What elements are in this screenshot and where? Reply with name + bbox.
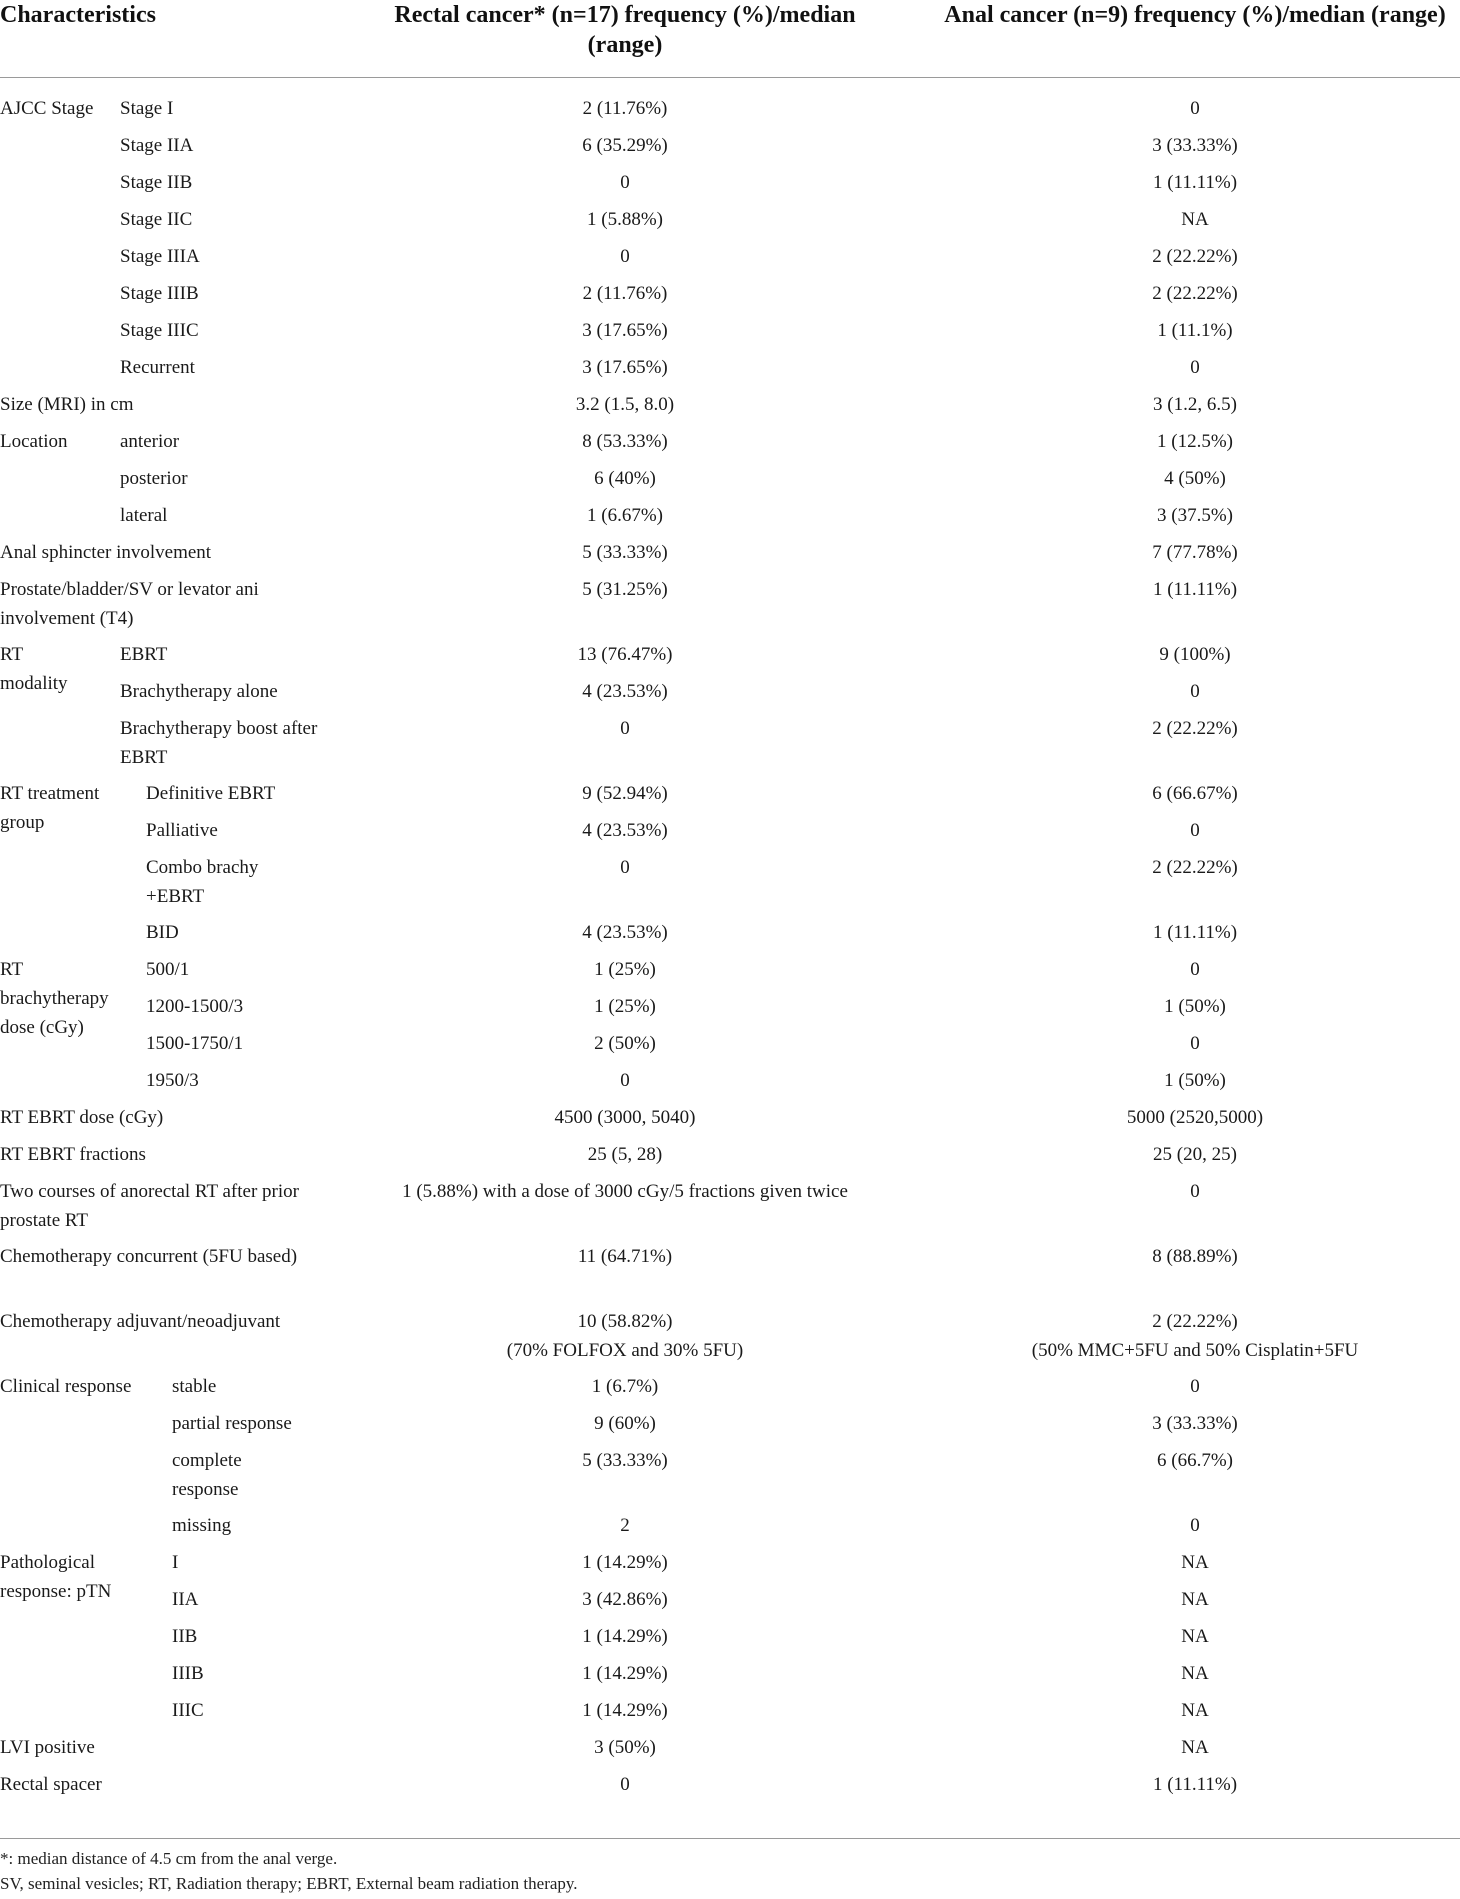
rectal-value: 4 (23.53%) [582, 681, 668, 702]
row-sublabel: partial response [172, 1413, 292, 1434]
anal-value: 7 (77.78%) [1152, 542, 1238, 563]
anal-value: 8 (88.89%) [1152, 1246, 1238, 1267]
anal-value: NA [1181, 1552, 1209, 1573]
header-characteristics: Characteristics [0, 2, 156, 28]
rectal-value: 1 (14.29%) [582, 1663, 668, 1684]
rectal-value: 1 (14.29%) [582, 1700, 668, 1721]
anal-value-detail: (50% MMC+5FU and 50% Cisplatin+5FU [1031, 1340, 1359, 1361]
anal-value: NA [1181, 1663, 1209, 1684]
rectal-value: 4500 (3000, 5040) [554, 1107, 696, 1128]
rectal-value: 9 (60%) [594, 1413, 656, 1434]
row-sublabel: IIIB [172, 1663, 204, 1684]
row-sublabel: Palliative [146, 820, 218, 841]
row-sublabel: 1500-1750/1 [146, 1033, 244, 1054]
anal-value: 0 [1190, 1181, 1200, 1202]
anal-value: 9 (100%) [1159, 644, 1231, 665]
anal-value: 6 (66.67%) [1152, 783, 1238, 804]
row-sublabel: Brachytherapy alone [120, 681, 278, 702]
anal-value: 0 [1190, 820, 1200, 841]
row-sublabel: missing [172, 1515, 232, 1536]
row-sublabel: stable [172, 1376, 217, 1397]
anal-value: 0 [1190, 681, 1200, 702]
row-label: Chemotherapy adjuvant/neoadjuvant [0, 1311, 281, 1332]
anal-value: 5000 (2520,5000) [1126, 1107, 1264, 1128]
rectal-value: 8 (53.33%) [582, 431, 668, 452]
row-sublabel: Recurrent [120, 357, 195, 378]
anal-value: 6 (66.7%) [1157, 1450, 1233, 1471]
anal-value: NA [1181, 1589, 1209, 1610]
rectal-value: 5 (33.33%) [582, 1450, 668, 1471]
rectal-value: 0 [620, 172, 630, 193]
anal-value: 2 (22.22%) [1152, 246, 1238, 267]
anal-value: NA [1181, 1626, 1209, 1647]
row-sublabel: Stage IIB [120, 172, 193, 193]
anal-value: 1 (11.11%) [1152, 922, 1238, 943]
row-label: Pathological response: pTN [0, 1552, 112, 1602]
row-sublabel: IIB [172, 1626, 198, 1647]
rectal-value: 6 (35.29%) [582, 135, 668, 156]
row-label: RT EBRT fractions [0, 1144, 146, 1165]
footnote-asterisk: *: median distance of 4.5 cm from the anal verge. [0, 1849, 338, 1868]
rectal-value: 1 (6.67%) [587, 505, 663, 526]
rectal-value: 11 (64.71%) [577, 1246, 673, 1267]
anal-value: 4 (50%) [1164, 468, 1226, 489]
row-sublabel: I [172, 1552, 179, 1573]
rectal-value: 1 (14.29%) [582, 1626, 668, 1647]
rectal-value: 3 (17.65%) [582, 357, 668, 378]
row-label: Location [0, 431, 68, 452]
rectal-value: 0 [620, 1774, 630, 1795]
row-label: Chemotherapy concurrent (5FU based) [0, 1246, 298, 1267]
row-label: Size (MRI) in cm [0, 394, 134, 415]
rectal-value: 4 (23.53%) [582, 820, 668, 841]
row-label: Anal sphincter involvement [0, 542, 212, 563]
row-label: Two courses of anorectal RT after prior prostate RT [0, 1181, 299, 1231]
anal-value: 3 (1.2, 6.5) [1153, 394, 1237, 415]
row-sublabel: 1200-1500/3 [146, 996, 244, 1017]
rectal-value: 4 (23.53%) [582, 922, 668, 943]
row-sublabel: Definitive EBRT [146, 783, 276, 804]
header-anal-cancer: Anal cancer (n=9) frequency (%)/median (range) [944, 2, 1446, 28]
rectal-value: 3 (50%) [594, 1737, 656, 1758]
anal-value: 0 [1190, 1515, 1200, 1536]
anal-value: 0 [1190, 98, 1200, 119]
row-sublabel: IIIC [172, 1700, 204, 1721]
rectal-value: 2 (11.76%) [582, 98, 668, 119]
row-sublabel: IIA [172, 1589, 199, 1610]
rectal-value: 0 [620, 718, 630, 739]
rectal-value-detail: (70% FOLFOX and 30% 5FU) [506, 1340, 744, 1361]
anal-value: 1 (50%) [1164, 1070, 1226, 1091]
rectal-value: 0 [620, 857, 630, 878]
anal-value: 0 [1190, 1033, 1200, 1054]
row-sublabel: Brachytherapy boost after EBRT [120, 718, 318, 768]
row-label: RT treatment group [0, 783, 100, 833]
row-label: AJCC Stage [0, 98, 94, 119]
row-label: Prostate/bladder/SV or levator ani involvement (T4) [0, 579, 259, 629]
footnote-abbreviations: SV, seminal vesicles; RT, Radiation therapy; EBRT, External beam radiation therapy. [0, 1874, 578, 1893]
row-sublabel: Stage IIIC [120, 320, 199, 341]
anal-value: 1 (11.11%) [1152, 1774, 1238, 1795]
anal-value: 0 [1190, 959, 1200, 980]
rectal-value: 1 (25%) [594, 959, 656, 980]
rectal-value: 0 [620, 246, 630, 267]
rectal-value: 5 (33.33%) [582, 542, 668, 563]
anal-value: 2 (22.22%) [1152, 283, 1238, 304]
row-label: Rectal spacer [0, 1774, 102, 1795]
anal-value: 2 (22.22%) [1152, 857, 1238, 878]
rectal-value: 0 [620, 1070, 630, 1091]
row-sublabel: Stage IIC [120, 209, 193, 230]
rectal-value: 1 (6.7%) [591, 1376, 659, 1397]
row-label: RT EBRT dose (cGy) [0, 1107, 164, 1128]
row-sublabel: Stage IIA [120, 135, 194, 156]
row-sublabel: complete response [172, 1450, 242, 1500]
anal-value: NA [1181, 1737, 1209, 1758]
anal-value: 3 (37.5%) [1157, 505, 1233, 526]
rectal-value: 5 (31.25%) [582, 579, 668, 600]
row-sublabel: 1950/3 [146, 1070, 199, 1091]
rectal-value: 2 (11.76%) [582, 283, 668, 304]
rectal-value: 25 (5, 28) [587, 1144, 663, 1165]
anal-value: 3 (33.33%) [1152, 1413, 1238, 1434]
rectal-value: 2 [620, 1515, 630, 1536]
table-bottom-divider [0, 1838, 1460, 1839]
row-sublabel: BID [146, 922, 179, 943]
rectal-value: 1 (25%) [594, 996, 656, 1017]
rectal-value: 6 (40%) [594, 468, 656, 489]
anal-value: 25 (20, 25) [1153, 1144, 1237, 1165]
rectal-value: 2 (50%) [594, 1033, 656, 1054]
anal-value: 2 (22.22%) [1152, 1311, 1238, 1332]
rectal-value: 1 (5.88%) with a dose of 3000 cGy/5 fractions given twice [402, 1181, 848, 1202]
row-label: RT brachytherapy dose (cGy) [0, 959, 109, 1038]
anal-value: NA [1181, 1700, 1209, 1721]
row-sublabel: Stage IIIA [120, 246, 200, 267]
rectal-value: 1 (5.88%) [587, 209, 663, 230]
rectal-value: 13 (76.47%) [577, 644, 673, 665]
anal-value: 3 (33.33%) [1152, 135, 1238, 156]
row-sublabel: Stage IIIB [120, 283, 199, 304]
row-sublabel: Stage I [120, 98, 174, 119]
anal-value: 1 (50%) [1164, 996, 1226, 1017]
row-sublabel: 500/1 [146, 959, 190, 980]
anal-value: 0 [1190, 1376, 1200, 1397]
row-label: LVI positive [0, 1737, 95, 1758]
header-rectal-cancer: Rectal cancer* (n=17) frequency (%)/median (range) [394, 2, 856, 58]
row-label: RT modality [0, 644, 68, 694]
anal-value: 0 [1190, 357, 1200, 378]
rectal-value: 9 (52.94%) [582, 783, 668, 804]
anal-value: 1 (11.11%) [1152, 172, 1238, 193]
anal-value: 1 (11.1%) [1157, 320, 1233, 341]
row-sublabel: Combo brachy +EBRT [146, 857, 259, 907]
row-sublabel: posterior [120, 468, 188, 489]
rectal-value: 3 (42.86%) [582, 1589, 668, 1610]
anal-value: 1 (12.5%) [1157, 431, 1233, 452]
row-label: Clinical response [0, 1376, 132, 1397]
rectal-value: 1 (14.29%) [582, 1552, 668, 1573]
rectal-value: 3 (17.65%) [582, 320, 668, 341]
anal-value: 2 (22.22%) [1152, 718, 1238, 739]
anal-value: 1 (11.11%) [1152, 579, 1238, 600]
row-sublabel: lateral [120, 505, 168, 526]
row-sublabel: anterior [120, 431, 180, 452]
row-sublabel: EBRT [120, 644, 168, 665]
rectal-value: 3.2 (1.5, 8.0) [575, 394, 675, 415]
anal-value: NA [1181, 209, 1209, 230]
rectal-value: 10 (58.82%) [577, 1311, 673, 1332]
